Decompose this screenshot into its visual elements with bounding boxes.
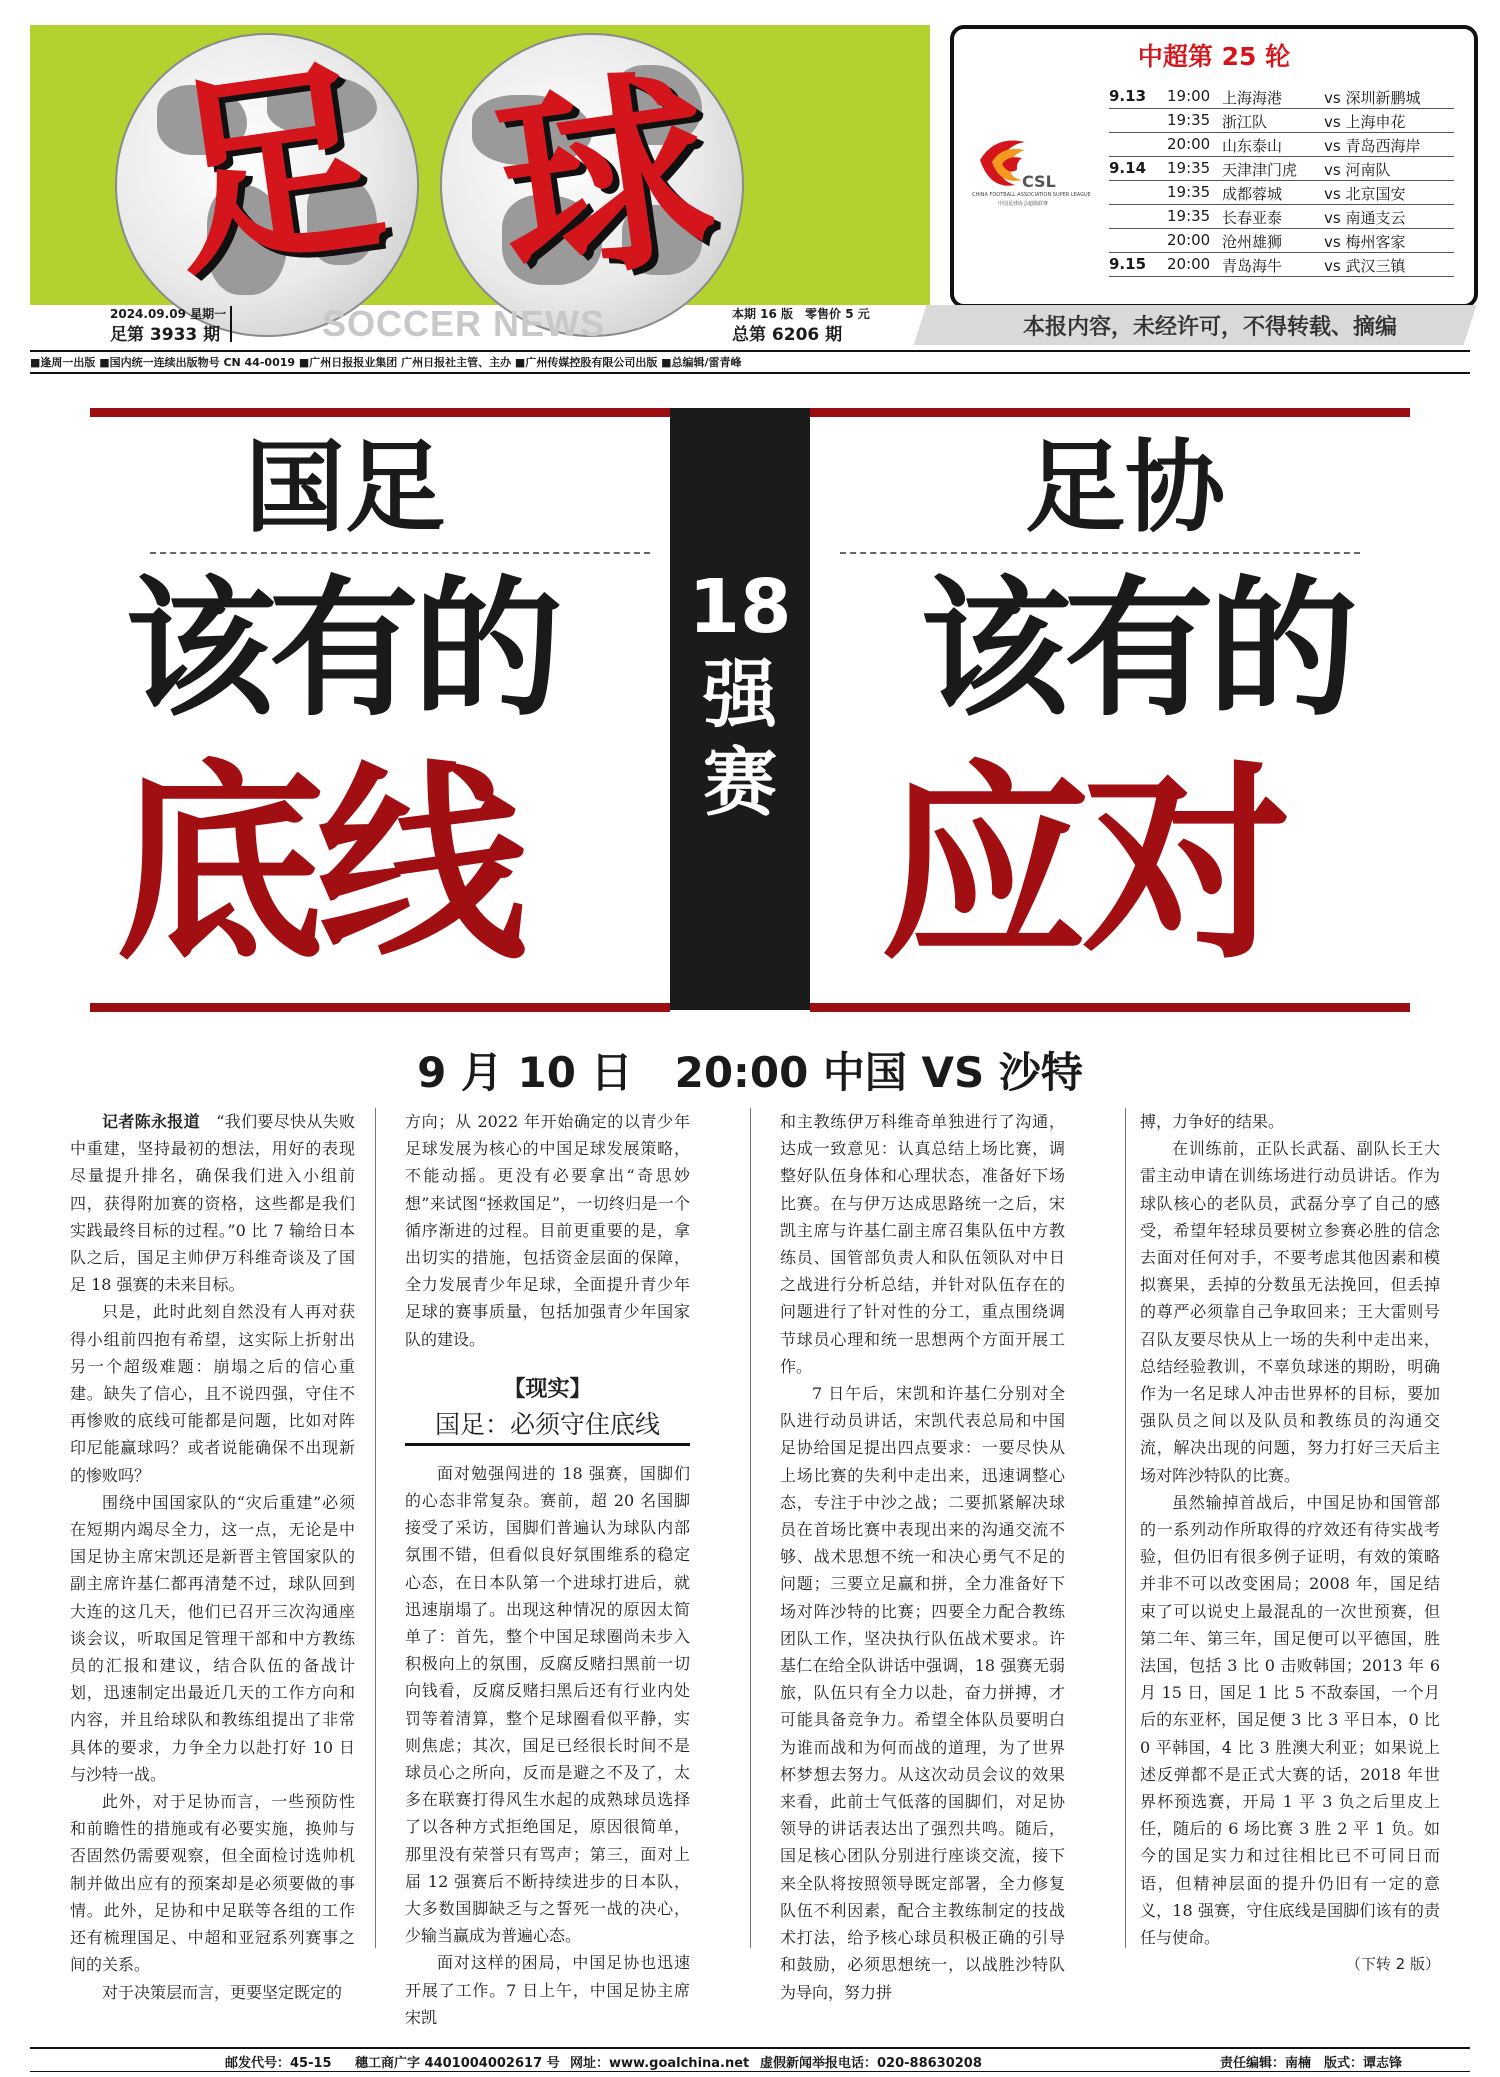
paragraph: 在训练前，正队长武磊、副队长王大雷主动申请在训练场进行动员讲话。作为球队核心的老队员，武磊分享了自己的感受，希望年轻球员要树立参赛必胜的信念去面对任何对手，不要考虑其他因素和模拟赛果，丢掉的分数虽无法挽回，但丢掉的尊严必须靠自己争取回来；王大雷则号召队友要尽快从上一场的失利中走出来，总结经验教训，不辜负球迷的期盼，明确作为一名足球人冲击世界杯的目标，要加强队员之间以及队员和教练员的沟通交流，解决出现的问题，努力打好三天后主场对阵沙特队的比赛。 <box>1140 1139 1440 1485</box>
fixture-row <box>1109 84 1454 109</box>
fixture-row <box>1109 132 1454 157</box>
fixture-time: 19:35 <box>1167 111 1211 129</box>
center-black-bar <box>670 408 810 1010</box>
fixture-time: 19:35 <box>1167 183 1211 201</box>
section-heading: 【现实】 <box>503 1376 592 1402</box>
issue-divider <box>230 306 232 342</box>
fixture-row <box>1109 180 1454 205</box>
fixture-row <box>1109 228 1454 253</box>
english-title: SOCCER NEWS <box>322 303 606 344</box>
fixture-home: 上海海港 <box>1222 89 1283 107</box>
paragraph: 方向；从 2022 年开始确定的以青少年足球发展为核心的中国足球发展策略，不能动摇。更没有必要拿出“奇思妙想”来试图“拯救国足”，一切终归是一个循序渐进的过程。目前更重要的是，拿出切实的措施，包括资金层面的保障，全力发展青少年足球，全面提升青少年足球的赛事质量，包括加强青少年国家队的建设。 <box>405 1112 690 1349</box>
business-license: 穗工商广字 4401004002617 号 <box>355 2056 560 2071</box>
fixture-home: 沧州雄狮 <box>1222 233 1283 251</box>
fixture-row <box>1109 156 1454 181</box>
csl-logo-text: CSL <box>1022 172 1056 191</box>
headline-right-big: 应对 <box>880 741 1285 988</box>
fixture-date: 9.14 <box>1109 159 1147 177</box>
fixture-time: 20:00 <box>1167 135 1211 153</box>
fixture-title: 中超第 25 轮 <box>1137 42 1291 71</box>
logo-char-zu: 足 <box>153 32 397 307</box>
fixture-away: vs 深圳新鹏城 <box>1324 89 1421 107</box>
logo-char-qiu: 球 <box>483 42 727 317</box>
headline-left-mid: 该有的 <box>125 563 558 737</box>
total-issue: 总第 6206 期 <box>732 325 843 345</box>
paragraph: 围绕中国国家队的“灾后重建”必须在短期内竭尽全力，这一点，无论是中国足协主席宋凯还是新晋主管国家队的副主席许基仁都再清楚不过，球队回到大连的这几天，他们已召开三次沟通座谈会议，听取国足管理干部和中方教练员的汇报和建议，结合队伍的备战计划，迅速制定出最近几天的工作方向和内容，并且给球队和教练组提出了非常具体的要求，力争全力以赴打好 10 日与沙特一战。 <box>70 1492 355 1784</box>
fixture-away: vs 上海申花 <box>1324 113 1406 131</box>
headline-right-subject: 足协 <box>1025 429 1225 546</box>
fixture-away: vs 梅州客家 <box>1324 233 1406 251</box>
fixture-time: 20:00 <box>1167 255 1211 273</box>
fixture-time: 19:00 <box>1167 87 1211 105</box>
column-divider <box>375 1108 376 1948</box>
fixture-home: 青岛海牛 <box>1222 257 1283 275</box>
paragraph: “我们要尽快从失败中重建，坚持最初的想法，用好的表现尽量提升排名，确保我们进入小组前四，获得附加赛的资格，这些都是我们实践最终目标的过程。”0 比 7 输给日本队之后，国足主帅伊万科维奇谈及了国足 18 强赛的未来目标。 <box>70 1112 355 1295</box>
fixture-time: 20:00 <box>1167 231 1211 249</box>
edition-info: 本期 16 版 零售价 5 元 <box>732 307 870 321</box>
center-label-line: 赛 <box>703 740 777 826</box>
fixture-home: 成都蓉城 <box>1222 185 1283 203</box>
center-label-line: 18 <box>688 564 792 650</box>
paragraph: 此外，对于足协而言，一些预防性和前瞻性的措施或有必要实施，换帅与否固然仍需要观察，但全面检讨选帅机制并做出应有的预案却是必须要做的事情。此外，足协和中足联等各组的工作还有梳理国足、中超和亚冠系列赛事之间的关系。 <box>70 1792 355 1975</box>
fixture-home: 长春亚泰 <box>1222 209 1283 227</box>
fixture-away: vs 北京国安 <box>1324 185 1406 203</box>
fixture-away: vs 武汉三镇 <box>1324 257 1406 275</box>
fixture-row <box>1109 252 1454 277</box>
rights-notice: 本报内容，未经许可，不得转载、摘编 <box>1022 315 1397 340</box>
article-column-1 <box>70 1108 355 2006</box>
paragraph: 搏，力争好的结果。 <box>1140 1112 1285 1131</box>
byline: 记者陈永报道 <box>102 1112 200 1131</box>
article-column-2 <box>405 1108 690 2031</box>
headline-rule-top-left <box>90 408 670 417</box>
fixture-time: 19:35 <box>1167 159 1211 177</box>
fixture-row <box>1109 204 1454 229</box>
headline-rule-top-right <box>810 408 1410 417</box>
fixture-date: 9.15 <box>1109 255 1147 273</box>
paragraph: 面对这样的困局，中国足协也迅速开展了工作。7 日上午，中国足协主席宋凯 <box>405 1953 690 2027</box>
csl-logo-caption-cn: 中国足球协会超级联赛 <box>998 201 1049 207</box>
fixture-home: 浙江队 <box>1222 113 1268 131</box>
paragraph: 只是，此时此刻自然没有人再对获得小组前四抱有希望，这实际上折射出另一个超级难题：崩塌之后的信心重建。缺失了信心，且不说四强，守住不再惨败的底线可能都是问题，比如对阵印尼能赢球吗？或者说能确保不出现新的惨败吗？ <box>70 1302 355 1485</box>
center-label <box>670 563 810 827</box>
headline-left-big: 底线 <box>115 741 520 988</box>
headline-right-dash <box>840 552 1360 554</box>
headline-rule-bottom-left <box>90 1003 670 1012</box>
match-info: 9 月 10 日 20:00 中国 VS 沙特 <box>417 1048 1083 1097</box>
fixture-row <box>1109 108 1454 133</box>
issue-number: 足第 3933 期 <box>110 325 221 345</box>
fixture-away: vs 南通支云 <box>1324 209 1406 227</box>
continued-notice: （下转 2 版） <box>1345 1955 1440 1974</box>
fixture-date: 9.13 <box>1109 87 1147 105</box>
headline-left-dash <box>150 552 650 554</box>
paragraph: 虽然输掉首战后，中国足协和国管部的一系列动作所取得的疗效还有待实战考验，但仍旧有很多例子证明，有效的策略并非不可以改变困局；2008 年，国足结束了可以说史上最混乱的一次世预赛，但第二年、第三年，国足便可以平德国，胜法国，包括 3 比 0 击败韩国；2013 年 6 月 15 日，国足 1 比 5 不敌泰国，一个月后的东亚杯，国足便 3 比 3 平日本，0 比 0 平韩国，4 比 3 胜澳大利亚；如果说上述反弹都不是正式大赛的话，2018 年世界杯预选赛，开局 1 平 3 负之后里皮上任，随后的 6 场比赛 3 胜 2 平 1 负。如今的国足实力和过往相比已不可同日而语，但精神层面的提升仍旧有一定的意义，18 强赛，守住底线是国脚们该有的责任与使命。 <box>1140 1492 1440 1948</box>
paragraph: 面对勉强闯进的 18 强赛，国脚们的心态非常复杂。赛前，超 20 名国脚接受了采访，国脚们普遍认为球队内部氛围不错，但看似良好氛围维系的稳定心态，在日本队第一个进球打进后，就迅速崩塌了。出现这种情况的原因太简单了：首先，整个中国足球圈尚未步入积极向上的氛围，反腐反赌扫黑前一切向钱看，反腐反赌扫黑后还有行业内处罚等着清算，整个足球圈看似平静，实则焦虑；其次，国足已经很长时间不是球员心之所向，反而是避之不及了，太多在联赛打得风生水起的成熟球员选择了以各种方式拒绝国足，原因很简单，那里没有荣誉只有骂声；第三，面对上届 12 强赛后不断持续进步的日本队，大多数国脚缺乏与之誓死一战的决心，少输当赢成为普遍心态。 <box>405 1463 690 1946</box>
headline-rule-bottom-right <box>810 1003 1410 1012</box>
publisher-line: ■逢周一出版 ■国内统一连续出版物号 CN 44-0019 ■广州日报报业集团 广州日报社主管、主办 ■广州传媒控股有限公司出版 ■总编辑/雷青峰 <box>30 350 1470 374</box>
column-divider <box>1125 1108 1126 1948</box>
csl-logo-icon <box>970 130 1100 210</box>
headline-left-subject: 国足 <box>245 429 445 546</box>
fixture-home: 山东泰山 <box>1222 137 1283 155</box>
fixture-away: vs 河南队 <box>1324 161 1391 179</box>
article-column-4 <box>1140 1108 1440 1979</box>
paragraph: 和主教练伊万科维奇单独进行了沟通，达成一致意见：认真总结上场比赛，调整好队伍身体和心理状态，准备好下场比赛。在与伊万达成思路统一之后，宋凯主席与许基仁副主席召集队伍中方教练员、国管部负责人和队伍领队对中日之战进行分析总结，并针对队伍存在的问题进行了针对性的分工，重点围绕调节球员心理和统一思想两个方面开展工作。 <box>780 1112 1065 1376</box>
paragraph: 7 日午后，宋凯和许基仁分别对全队进行动员讲话，宋凯代表总局和中国足协给国足提出四点要求：一要尽快从上场比赛的失利中走出来，迅速调整心态，专注于中沙之战；二要抓紧解决球员在首场比赛中表现出来的沟通交流不够、战术思想不统一和决心勇气不足的问题；三要立足赢和拼，全力准备好下场对阵沙特的比赛；四要全力配合教练团队工作，坚决执行队伍战术要求。许基仁在给全队讲话中强调，18 强赛无弱旅，队伍只有全力以赴，奋力拼搏，才可能具备竞争力。希望全体队员要明白为谁而战和为何而战的道理，为了世界杯梦想去努力。从这次动员会议的效果来看，此前士气低落的国脚们，对足协领导的讲话表达出了强烈共鸣。随后，国足核心团队分别进行座谈交流，接下来全队将按照领导既定部署，全力修复队伍不利因素，配合主教练制定的技战术打法，给予核心球员积极正确的引导和鼓励，必须思想统一，以战胜沙特队为导向，努力拼 <box>780 1384 1065 2002</box>
headline-right-mid: 该有的 <box>920 563 1353 737</box>
editor-credits: 责任编辑：南楠 版式：谭志锋 <box>1220 2056 1403 2071</box>
postal-code: 邮发代号：45-15 <box>225 2056 332 2071</box>
website-link[interactable]: 网址：www.goalchina.net <box>570 2056 750 2071</box>
report-hotline: 虚假新闻举报电话：020-88630208 <box>760 2056 982 2071</box>
column-divider <box>750 1108 751 1948</box>
fixture-home: 天津津门虎 <box>1222 161 1298 179</box>
fixture-time: 19:35 <box>1167 207 1211 225</box>
footer-bar <box>30 2047 1470 2072</box>
center-label-line: 强 <box>703 652 777 738</box>
issue-date: 2024.09.09 星期一 <box>110 307 227 321</box>
csl-logo-caption: CHINA FOOTBALL ASSOCIATION SUPER LEAGUE <box>972 192 1091 198</box>
paragraph: 对于决策层而言，更要坚定既定的 <box>102 1982 343 2002</box>
article-column-3 <box>780 1108 1065 2006</box>
section-subheading: 国足：必须守住底线 <box>405 1407 690 1446</box>
fixture-away: vs 青岛西海岸 <box>1324 137 1421 155</box>
